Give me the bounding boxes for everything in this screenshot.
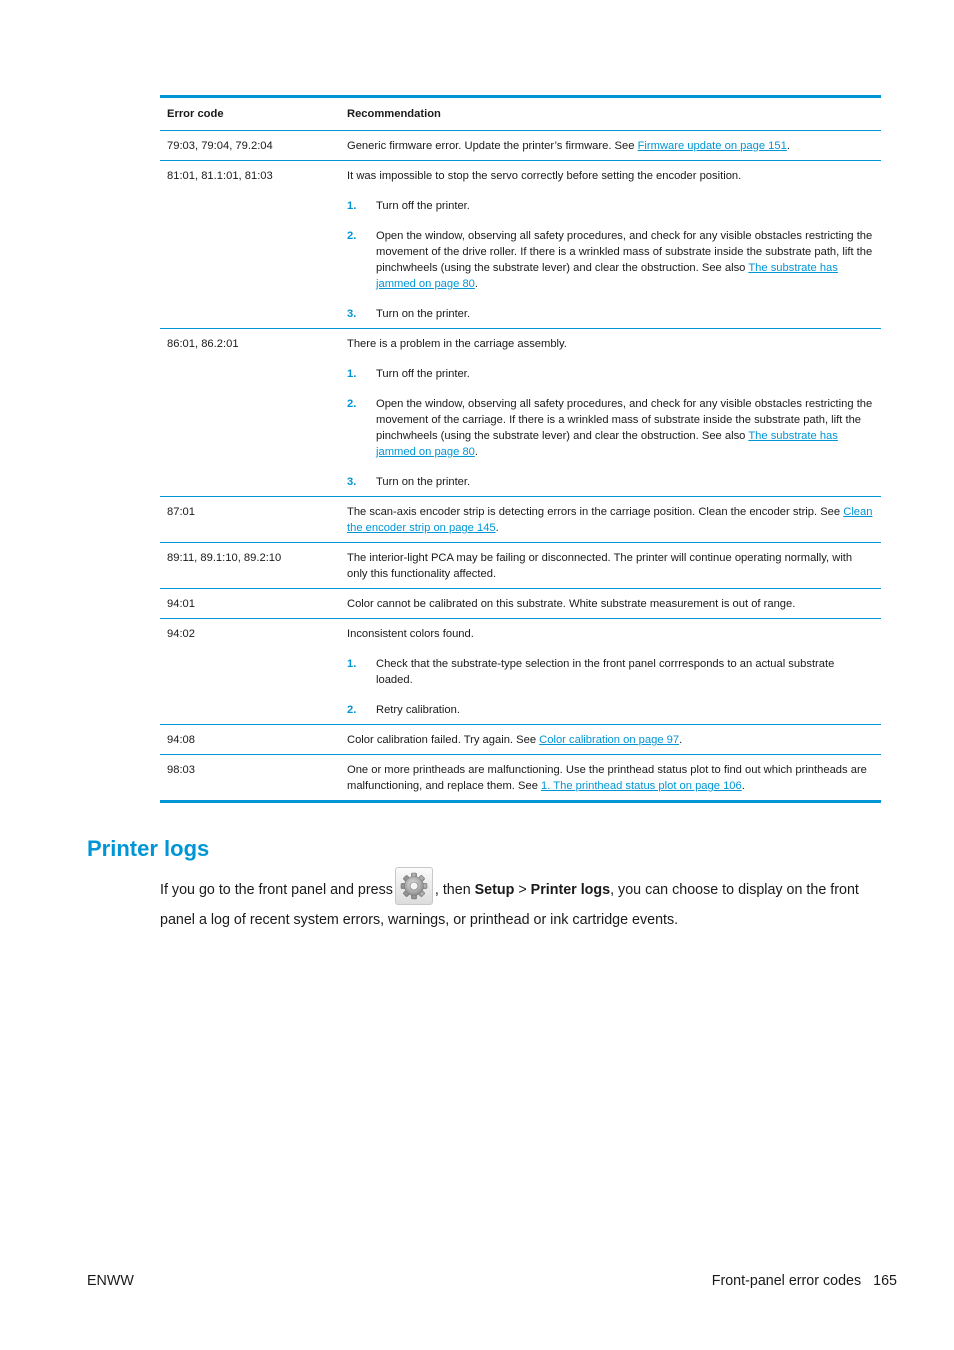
recommendation-text <box>347 626 873 642</box>
table-row <box>160 161 881 329</box>
recommendation-text <box>347 168 873 184</box>
table-header <box>160 98 881 131</box>
recommendation-text <box>347 762 873 794</box>
recommendation-cell <box>340 725 881 754</box>
text: One or more printheads are malfunctioning. Use the printhead status plot to find out which printheads are malfunctioning, and replace them. See <box>347 764 867 792</box>
step-number: 1. <box>347 368 357 380</box>
then-text: , then <box>434 882 475 898</box>
text: Color calibration failed. Try again. See <box>347 734 540 746</box>
step-text <box>376 228 873 292</box>
cross-reference-link[interactable]: The substrate has jammed on page 80 <box>376 262 838 290</box>
step-number: 1. <box>347 658 357 670</box>
step-item <box>347 306 873 322</box>
step-item <box>347 228 873 292</box>
step-number: 2. <box>347 230 357 242</box>
recommendation-cell <box>340 329 881 496</box>
step-number: 3. <box>347 308 357 320</box>
footer-chapter-title: Front-panel error codes <box>711 1273 862 1289</box>
error-code-cell: 81:01, 81.1:01, 81:03 <box>167 170 273 182</box>
cross-reference-link[interactable]: 1. The printhead status plot on page 106 <box>541 780 742 792</box>
cross-reference-link[interactable]: Clean the encoder strip on page 145 <box>347 506 873 534</box>
recommendation-cell <box>340 497 881 542</box>
separator-text: > <box>514 882 531 898</box>
error-code-cell: 94:01 <box>167 598 195 610</box>
page-number: 165 <box>873 1273 897 1289</box>
table-body <box>160 131 881 800</box>
table-row <box>160 131 881 161</box>
recommendation-text <box>347 732 873 748</box>
step-item <box>347 396 873 460</box>
table-row <box>160 543 881 589</box>
step-number: 2. <box>347 704 357 716</box>
text: Open the window, observing all safety procedures, and check for any visible obstacles restricting the movement of the carriage. If there is a wrinkled mass of substrate inside the substrate path, lift the pinchwheels (using the substrate lever) and clear the obstruction. See also <box>376 398 873 442</box>
footer-left: ENWW <box>87 1273 134 1289</box>
recommendation-cell <box>340 131 881 160</box>
cross-reference-link[interactable]: Firmware update on page 151 <box>637 140 787 152</box>
recommendation-text <box>347 504 873 536</box>
settings-gear-icon <box>395 867 433 905</box>
header-error-code: Error code <box>167 108 224 120</box>
text: The interior-light PCA may be failing or disconnected. The printer will continue operating normally, with only this functionality affected. <box>347 552 853 580</box>
step-number: 1. <box>347 200 357 212</box>
text: There is a problem in the carriage assembly. <box>347 338 567 350</box>
table-row <box>160 619 881 725</box>
header-recommendation: Recommendation <box>347 108 441 120</box>
error-code-table <box>160 95 881 803</box>
step-item <box>347 656 873 688</box>
text: Turn off the printer. <box>376 368 470 380</box>
error-code-cell: 94:02 <box>167 628 195 640</box>
step-item <box>347 198 873 214</box>
recommendation-text <box>347 550 873 582</box>
table-row <box>160 755 881 800</box>
error-code-cell: 79:03, 79:04, 79.2:04 <box>167 140 273 152</box>
table-row <box>160 589 881 619</box>
step-text <box>376 396 873 460</box>
text: Turn on the printer. <box>376 308 471 320</box>
cross-reference-link[interactable]: The substrate has jammed on page 80 <box>376 430 838 458</box>
text-suffix: . <box>786 140 790 152</box>
recommendation-text <box>347 596 873 612</box>
error-code-cell: 98:03 <box>167 764 195 776</box>
table-row <box>160 725 881 755</box>
section-title: Printer logs <box>87 836 210 861</box>
step-text <box>376 474 873 490</box>
recommendation-text <box>347 336 873 352</box>
intro-text: If you go to the front panel and press <box>160 882 393 898</box>
step-list <box>347 656 873 718</box>
recommendation-cell <box>340 619 881 724</box>
recommendation-cell <box>340 161 881 328</box>
error-code-cell: 87:01 <box>167 506 195 518</box>
text-suffix: . <box>474 446 478 458</box>
step-text <box>376 702 873 718</box>
step-text <box>376 366 873 382</box>
text: Retry calibration. <box>376 704 460 716</box>
table-row <box>160 497 881 543</box>
text: Open the window, observing all safety procedures, and check for any visible obstacles restricting the movement of the drive roller. If there is a wrinkled mass of substrate inside the substrate path, lift the pinchwheels (using the substrate lever) and clear the obstruction. See also <box>376 230 873 274</box>
text: Turn off the printer. <box>376 200 470 212</box>
step-list <box>347 198 873 322</box>
text: Generic firmware error. Update the printer’s firmware. See <box>347 140 638 152</box>
text-suffix: . <box>741 780 745 792</box>
error-code-cell: 89:11, 89.1:10, 89.2:10 <box>167 552 282 564</box>
step-item <box>347 474 873 490</box>
step-item <box>347 702 873 718</box>
recommendation-cell <box>340 589 881 618</box>
step-text <box>376 306 873 322</box>
text: It was impossible to stop the servo correctly before setting the encoder position. <box>347 170 742 182</box>
description-text: , you can choose to display on the front panel a log of recent system errors, warnings, or printhead or ink cartridge events. <box>160 882 859 929</box>
step-item <box>347 366 873 382</box>
printer-logs-paragraph <box>160 875 880 935</box>
recommendation-cell <box>340 543 881 588</box>
error-code-cell: 86:01, 86.2:01 <box>167 338 239 350</box>
text: The scan-axis encoder strip is detecting errors in the carriage position. Clean the encoder strip. See <box>347 506 844 518</box>
table-row <box>160 329 881 497</box>
step-text <box>376 656 873 688</box>
text: Inconsistent colors found. <box>347 628 474 640</box>
setup-label: Setup <box>474 882 515 898</box>
step-text <box>376 198 873 214</box>
recommendation-cell <box>340 755 881 800</box>
step-list <box>347 366 873 490</box>
printer-logs-label: Printer logs <box>530 882 611 898</box>
footer-right <box>712 1270 897 1292</box>
text: Turn on the printer. <box>376 476 471 488</box>
text-suffix: . <box>679 734 683 746</box>
step-number: 3. <box>347 476 357 488</box>
text-suffix: . <box>495 522 499 534</box>
text-suffix: . <box>474 278 478 290</box>
cross-reference-link[interactable]: Color calibration on page 97 <box>539 734 680 746</box>
text: Check that the substrate-type selection in the front panel corrresponds to an actual substrate loaded. <box>376 658 835 686</box>
text: Color cannot be calibrated on this substrate. White substrate measurement is out of range. <box>347 598 796 610</box>
recommendation-text <box>347 138 873 154</box>
step-number: 2. <box>347 398 357 410</box>
error-code-cell: 94:08 <box>167 734 195 746</box>
